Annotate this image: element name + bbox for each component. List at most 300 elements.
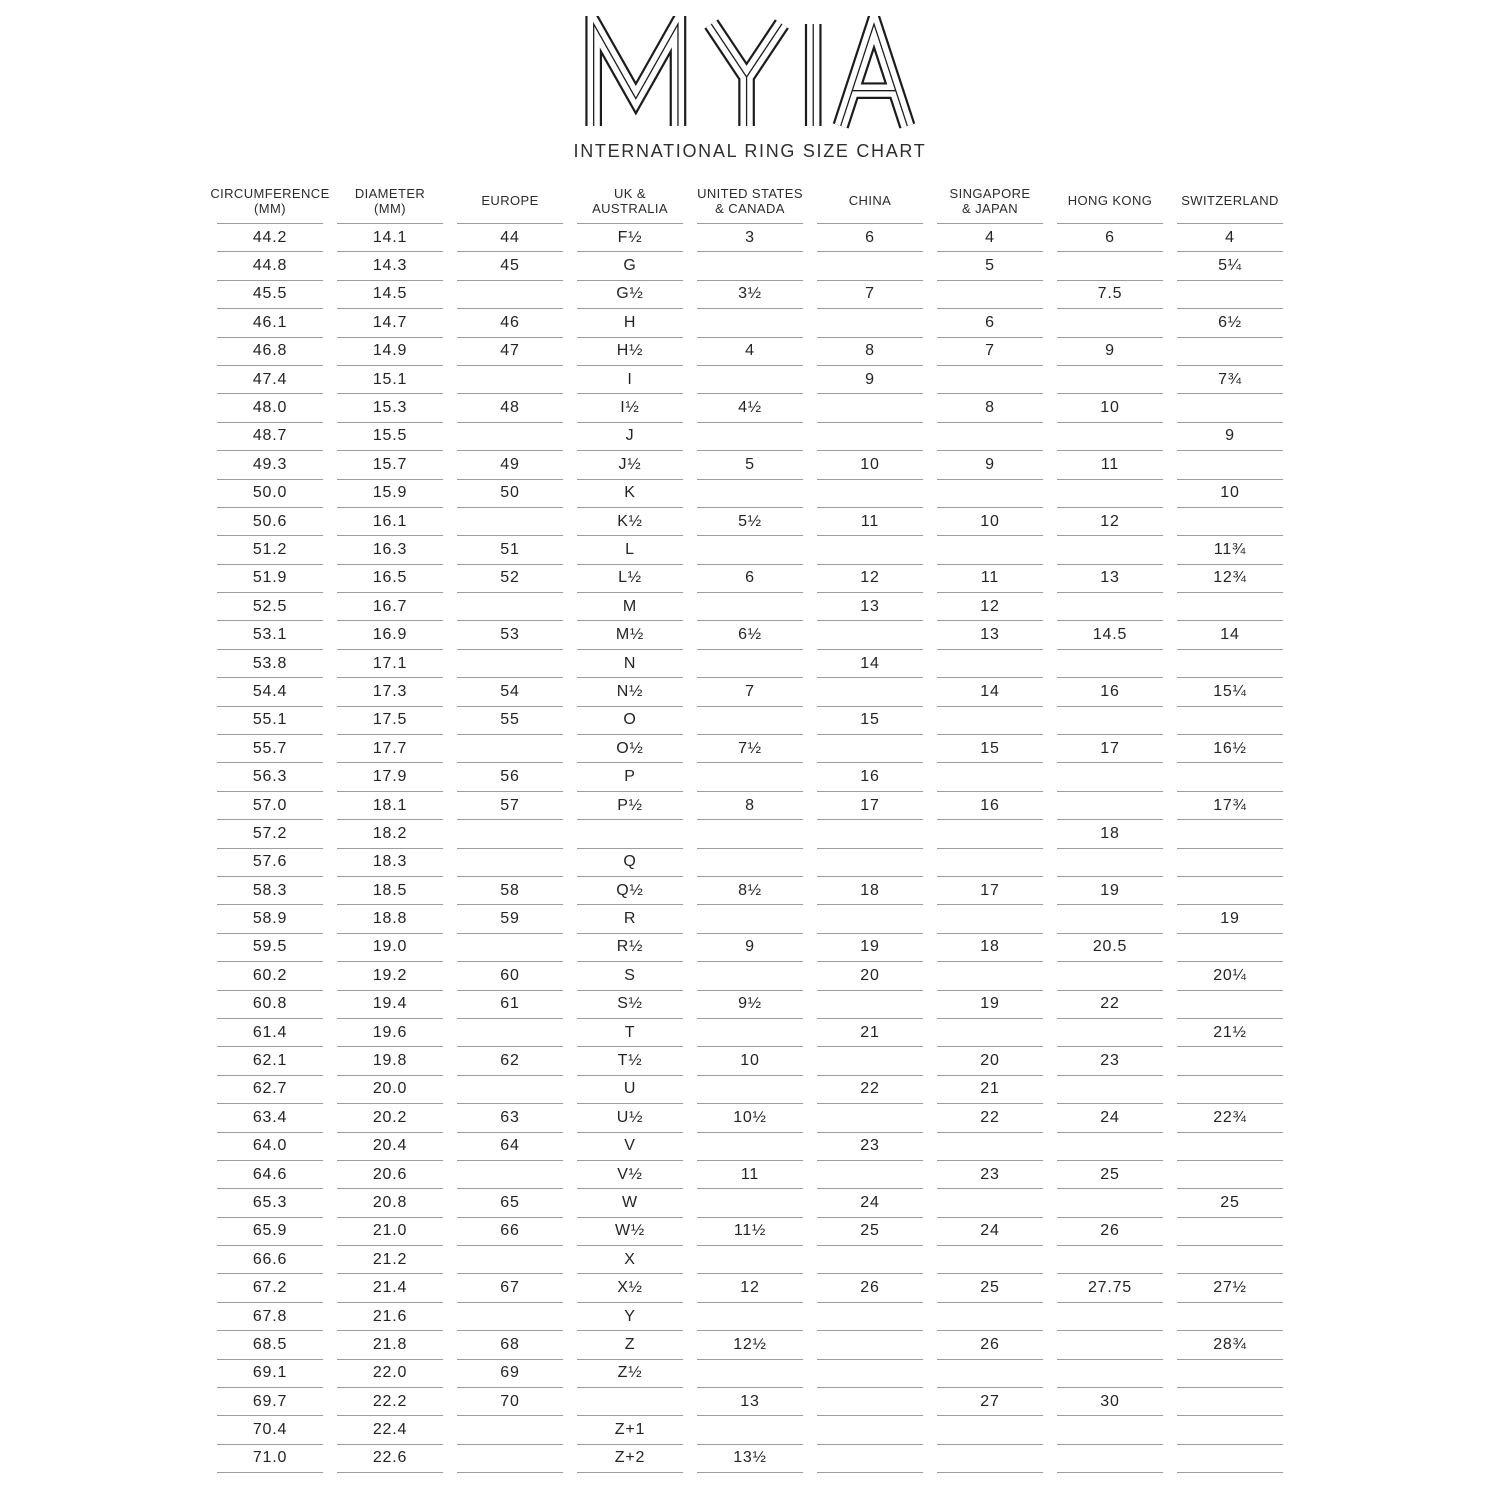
table-cell	[697, 849, 803, 877]
table-cell: T½	[577, 1047, 683, 1075]
table-cell: 18.3	[337, 849, 443, 877]
column-header-line: AUSTRALIA	[592, 200, 668, 216]
table-cell: 7	[817, 281, 923, 309]
table-cell: 16	[937, 792, 1043, 820]
table-cell	[1177, 849, 1283, 877]
table-cell: 59	[457, 905, 563, 933]
table-cell: 19.4	[337, 991, 443, 1019]
table-cell: 23	[817, 1133, 923, 1161]
table-cell	[1057, 252, 1163, 280]
table-cell	[1057, 1331, 1163, 1359]
table-cell: 50.6	[217, 508, 323, 536]
column-header-line: UK &	[614, 186, 646, 201]
table-cell: 70.4	[217, 1416, 323, 1444]
table-cell: 6	[697, 565, 803, 593]
table-cell	[1177, 1133, 1283, 1161]
table-cell	[457, 934, 563, 962]
table-cell	[457, 593, 563, 621]
table-cell	[1177, 650, 1283, 678]
table-cell: 19.8	[337, 1047, 443, 1075]
table-cell: 61	[457, 991, 563, 1019]
table-cell: 17.7	[337, 735, 443, 763]
table-cell: 23	[937, 1161, 1043, 1189]
table-cell	[817, 1161, 923, 1189]
column-header	[697, 186, 803, 224]
table-cell	[697, 252, 803, 280]
table-cell: 12	[1057, 508, 1163, 536]
table-cell: 10	[817, 451, 923, 479]
table-cell: 14.5	[1057, 621, 1163, 649]
table-cell: 15	[937, 735, 1043, 763]
table-cell: 19	[817, 934, 923, 962]
table-cell: 20	[937, 1047, 1043, 1075]
table-cell: 48.7	[217, 423, 323, 451]
table-cell: 9	[937, 451, 1043, 479]
table-cell	[937, 480, 1043, 508]
table-cell: 55.7	[217, 735, 323, 763]
table-cell: R½	[577, 934, 683, 962]
table-cell: 8	[937, 394, 1043, 422]
table-cell: 16.7	[337, 593, 443, 621]
table-cell	[697, 1133, 803, 1161]
table-cell: Z	[577, 1331, 683, 1359]
table-cell: 6½	[1177, 309, 1283, 337]
table-cell	[1177, 281, 1283, 309]
table-cell: 11	[1057, 451, 1163, 479]
table-cell: 67.2	[217, 1274, 323, 1302]
table-cell: W	[577, 1189, 683, 1217]
table-cell: 6½	[697, 621, 803, 649]
table-cell	[457, 508, 563, 536]
table-cell: 14.7	[337, 309, 443, 337]
table-cell	[937, 962, 1043, 990]
table-cell: 55	[457, 707, 563, 735]
table-cell	[937, 650, 1043, 678]
table-cell: 69.1	[217, 1360, 323, 1388]
table-cell: 17.1	[337, 650, 443, 678]
logo-wrap	[0, 16, 1500, 134]
table-cell: F½	[577, 224, 683, 252]
table-cell: 9½	[697, 991, 803, 1019]
table-cell	[937, 707, 1043, 735]
table-cell: 17.5	[337, 707, 443, 735]
table-cell: 15.7	[337, 451, 443, 479]
table-cell: 13	[697, 1388, 803, 1416]
table-cell	[817, 1331, 923, 1359]
table-cell: 10	[1177, 480, 1283, 508]
table-cell: Z+1	[577, 1416, 683, 1444]
table-cell: 59.5	[217, 934, 323, 962]
table-cell	[457, 650, 563, 678]
table-cell: 71.0	[217, 1445, 323, 1473]
table-cell	[937, 366, 1043, 394]
table-cell: 13	[817, 593, 923, 621]
table-cell	[1177, 508, 1283, 536]
table-cell: L	[577, 536, 683, 564]
table-cell	[817, 1047, 923, 1075]
table-cell: 6	[817, 224, 923, 252]
table-cell	[1057, 707, 1163, 735]
table-cell	[1177, 1360, 1283, 1388]
table-cell	[1057, 423, 1163, 451]
table-cell: 24	[1057, 1104, 1163, 1132]
table-cell: H½	[577, 338, 683, 366]
table-cell	[1057, 1360, 1163, 1388]
table-cell: 21.8	[337, 1331, 443, 1359]
table-cell: Z+2	[577, 1445, 683, 1473]
table-cell	[817, 423, 923, 451]
table-cell: 64.0	[217, 1133, 323, 1161]
column-header	[1057, 186, 1163, 224]
table-cell	[937, 536, 1043, 564]
table-cell: 60.2	[217, 962, 323, 990]
table-cell: 65	[457, 1189, 563, 1217]
table-cell: 53.8	[217, 650, 323, 678]
table-cell: 55.1	[217, 707, 323, 735]
table-cell	[937, 423, 1043, 451]
table-cell: T	[577, 1019, 683, 1047]
table-cell: 58	[457, 877, 563, 905]
table-cell: O	[577, 707, 683, 735]
table-cell: 16.9	[337, 621, 443, 649]
table-cell	[1177, 1416, 1283, 1444]
column-header	[577, 186, 683, 224]
table-cell: 70	[457, 1388, 563, 1416]
table-cell: 50	[457, 480, 563, 508]
column-header-line: & JAPAN	[961, 200, 1019, 216]
table-cell: X½	[577, 1274, 683, 1302]
table-cell: Y	[577, 1303, 683, 1331]
table-cell	[697, 1189, 803, 1217]
table-cell	[1177, 1303, 1283, 1331]
table-cell: 9	[1177, 423, 1283, 451]
table-cell: 11¾	[1177, 536, 1283, 564]
table-cell: 18.5	[337, 877, 443, 905]
table-cell	[1177, 1047, 1283, 1075]
table-cell: 21½	[1177, 1019, 1283, 1047]
table-cell: 21	[937, 1076, 1043, 1104]
column-header-line: EUROPE	[481, 193, 539, 209]
table-cell: 65.3	[217, 1189, 323, 1217]
table-cell: 16	[817, 763, 923, 791]
table-cell	[457, 1416, 563, 1444]
table-cell	[1057, 1076, 1163, 1104]
table-cell	[1057, 1445, 1163, 1473]
table-cell: 53.1	[217, 621, 323, 649]
page-subtitle: INTERNATIONAL RING SIZE CHART	[573, 141, 927, 161]
column-header	[817, 186, 923, 224]
table-cell	[817, 480, 923, 508]
table-cell: 68.5	[217, 1331, 323, 1359]
table-cell: 52	[457, 565, 563, 593]
table-cell: 64	[457, 1133, 563, 1161]
column-header-line: SINGAPORE	[949, 186, 1031, 201]
table-cell	[1177, 338, 1283, 366]
table-cell: 15.1	[337, 366, 443, 394]
table-cell: 22.0	[337, 1360, 443, 1388]
table-cell: 16	[1057, 678, 1163, 706]
column-header-line: CIRCUMFERENCE	[210, 186, 330, 201]
table-cell: 48.0	[217, 394, 323, 422]
column-header-line: SWITZERLAND	[1181, 193, 1279, 209]
table-cell: 17.9	[337, 763, 443, 791]
table-cell: 17	[817, 792, 923, 820]
table-cell	[1177, 1076, 1283, 1104]
table-cell: 16.1	[337, 508, 443, 536]
table-cell: 66.6	[217, 1246, 323, 1274]
table-cell: 4	[1177, 224, 1283, 252]
table-cell: 18	[817, 877, 923, 905]
table-cell: 64.6	[217, 1161, 323, 1189]
table-cell	[697, 1360, 803, 1388]
table-cell: 22	[937, 1104, 1043, 1132]
column-header-line: & CANADA	[715, 200, 785, 216]
table-cell: 44.2	[217, 224, 323, 252]
table-cell: 14.1	[337, 224, 443, 252]
table-cell	[577, 820, 683, 848]
table-cell: 20	[817, 962, 923, 990]
table-cell: G½	[577, 281, 683, 309]
table-cell: M½	[577, 621, 683, 649]
table-cell	[457, 1445, 563, 1473]
table-cell: 24	[817, 1189, 923, 1217]
table-cell	[937, 1416, 1043, 1444]
table-cell: 22.2	[337, 1388, 443, 1416]
table-cell	[1177, 451, 1283, 479]
table-cell: 54	[457, 678, 563, 706]
table-cell: 21.0	[337, 1218, 443, 1246]
table-cell	[697, 593, 803, 621]
table-cell	[937, 1445, 1043, 1473]
table-cell	[457, 1161, 563, 1189]
table-cell: 20.5	[1057, 934, 1163, 962]
table-cell	[1057, 480, 1163, 508]
table-cell: 15.3	[337, 394, 443, 422]
table-cell: 52.5	[217, 593, 323, 621]
table-cell	[1057, 1246, 1163, 1274]
table-cell	[937, 281, 1043, 309]
table-cell: 66	[457, 1218, 563, 1246]
table-cell	[1177, 1388, 1283, 1416]
table-cell: O½	[577, 735, 683, 763]
table-cell	[1177, 877, 1283, 905]
table-cell: 58.3	[217, 877, 323, 905]
table-cell	[1177, 1161, 1283, 1189]
table-cell: 50.0	[217, 480, 323, 508]
table-cell: 14	[937, 678, 1043, 706]
table-cell: 10	[697, 1047, 803, 1075]
table-cell	[1057, 366, 1163, 394]
table-cell: 47.4	[217, 366, 323, 394]
table-cell	[817, 1388, 923, 1416]
table-cell	[697, 1019, 803, 1047]
table-cell: L½	[577, 565, 683, 593]
table-cell	[457, 735, 563, 763]
table-cell: 51.2	[217, 536, 323, 564]
table-cell: 22	[1057, 991, 1163, 1019]
table-cell: 44.8	[217, 252, 323, 280]
table-cell	[1057, 1133, 1163, 1161]
table-cell: 11	[937, 565, 1043, 593]
table-cell	[1177, 394, 1283, 422]
table-cell: 44	[457, 224, 563, 252]
table-cell: 57.2	[217, 820, 323, 848]
table-cell: R	[577, 905, 683, 933]
table-cell: 27½	[1177, 1274, 1283, 1302]
table-cell: K½	[577, 508, 683, 536]
table-cell: 4	[697, 338, 803, 366]
table-cell: 25	[1177, 1189, 1283, 1217]
table-cell: 26	[817, 1274, 923, 1302]
table-cell: K	[577, 480, 683, 508]
table-cell: 27.75	[1057, 1274, 1163, 1302]
table-cell: 3	[697, 224, 803, 252]
table-cell	[1057, 792, 1163, 820]
table-cell	[1057, 849, 1163, 877]
table-cell: 9	[1057, 338, 1163, 366]
table-cell: 68	[457, 1331, 563, 1359]
table-cell: 25	[817, 1218, 923, 1246]
table-cell	[1057, 905, 1163, 933]
table-cell: 54.4	[217, 678, 323, 706]
table-cell	[937, 849, 1043, 877]
table-cell	[1057, 1019, 1163, 1047]
column-header	[457, 186, 563, 224]
table-cell: M	[577, 593, 683, 621]
table-cell: 20.0	[337, 1076, 443, 1104]
table-cell	[1177, 763, 1283, 791]
table-cell: 20.2	[337, 1104, 443, 1132]
table-cell: 63.4	[217, 1104, 323, 1132]
table-cell: U	[577, 1076, 683, 1104]
table-cell: 57.0	[217, 792, 323, 820]
table-cell	[817, 252, 923, 280]
table-cell: 15¼	[1177, 678, 1283, 706]
table-cell: 21.2	[337, 1246, 443, 1274]
table-cell	[1177, 934, 1283, 962]
table-cell	[817, 1104, 923, 1132]
table-cell: 23	[1057, 1047, 1163, 1075]
table-cell: 10½	[697, 1104, 803, 1132]
table-cell: 21.6	[337, 1303, 443, 1331]
table-cell: Q	[577, 849, 683, 877]
table-cell	[937, 1019, 1043, 1047]
table-cell: 12¾	[1177, 565, 1283, 593]
table-cell	[697, 309, 803, 337]
table-cell	[697, 1246, 803, 1274]
table-cell: 63	[457, 1104, 563, 1132]
table-cell	[457, 1246, 563, 1274]
table-cell: 49.3	[217, 451, 323, 479]
table-cell	[1057, 650, 1163, 678]
table-cell: 9	[697, 934, 803, 962]
table-cell: 19.2	[337, 962, 443, 990]
table-cell: 24	[937, 1218, 1043, 1246]
table-cell: 14.9	[337, 338, 443, 366]
table-cell	[1057, 593, 1163, 621]
table-cell: 19	[1057, 877, 1163, 905]
table-cell: 56.3	[217, 763, 323, 791]
table-cell	[457, 849, 563, 877]
table-cell: 62.1	[217, 1047, 323, 1075]
table-cell	[937, 1133, 1043, 1161]
table-cell	[697, 1416, 803, 1444]
table-cell: V	[577, 1133, 683, 1161]
table-cell: 30	[1057, 1388, 1163, 1416]
table-cell	[697, 650, 803, 678]
table-cell	[1057, 309, 1163, 337]
table-cell: 16.5	[337, 565, 443, 593]
table-cell: 12	[937, 593, 1043, 621]
table-cell: G	[577, 252, 683, 280]
table-cell	[937, 1189, 1043, 1217]
column-header	[337, 186, 443, 224]
table-cell	[1057, 1416, 1163, 1444]
table-cell: 51	[457, 536, 563, 564]
table-cell: 10	[1057, 394, 1163, 422]
table-cell: 27	[937, 1388, 1043, 1416]
table-cell: 8	[697, 792, 803, 820]
myia-logo	[578, 16, 923, 134]
table-cell: 19.0	[337, 934, 443, 962]
column-header-line: (MM)	[254, 200, 286, 216]
table-cell: 4	[937, 224, 1043, 252]
table-cell	[817, 1360, 923, 1388]
table-cell: 5¼	[1177, 252, 1283, 280]
table-cell: 11	[817, 508, 923, 536]
table-cell: W½	[577, 1218, 683, 1246]
table-cell: J½	[577, 451, 683, 479]
table-cell	[697, 536, 803, 564]
table-cell: 6	[1057, 224, 1163, 252]
table-cell	[817, 621, 923, 649]
column-header	[1177, 186, 1283, 224]
table-cell: 51.9	[217, 565, 323, 593]
table-cell: 20¼	[1177, 962, 1283, 990]
table-cell: 20.8	[337, 1189, 443, 1217]
logo-letter-m	[593, 24, 677, 126]
table-cell	[697, 707, 803, 735]
table-cell: 7	[697, 678, 803, 706]
table-cell: 67	[457, 1274, 563, 1302]
table-cell: 57.6	[217, 849, 323, 877]
table-cell: I½	[577, 394, 683, 422]
table-cell: 11	[697, 1161, 803, 1189]
table-cell: 13	[937, 621, 1043, 649]
table-cell: 13	[1057, 565, 1163, 593]
table-cell: 14.5	[337, 281, 443, 309]
table-cell: 21.4	[337, 1274, 443, 1302]
table-cell: 8½	[697, 877, 803, 905]
table-cell: 18	[937, 934, 1043, 962]
table-cell: 65.9	[217, 1218, 323, 1246]
table-cell: 26	[1057, 1218, 1163, 1246]
table-cell: 22	[817, 1076, 923, 1104]
table-cell: 17	[937, 877, 1043, 905]
logo-letter-a	[840, 24, 907, 126]
table-cell: 15.9	[337, 480, 443, 508]
table-cell	[457, 1303, 563, 1331]
table-cell: 57	[457, 792, 563, 820]
column-header-line: HONG KONG	[1067, 193, 1153, 209]
table-cell	[697, 962, 803, 990]
table-cell: 58.9	[217, 905, 323, 933]
table-cell: Q½	[577, 877, 683, 905]
table-cell: 62	[457, 1047, 563, 1075]
table-cell: 67.8	[217, 1303, 323, 1331]
table-cell: 20.6	[337, 1161, 443, 1189]
table-cell	[457, 1076, 563, 1104]
